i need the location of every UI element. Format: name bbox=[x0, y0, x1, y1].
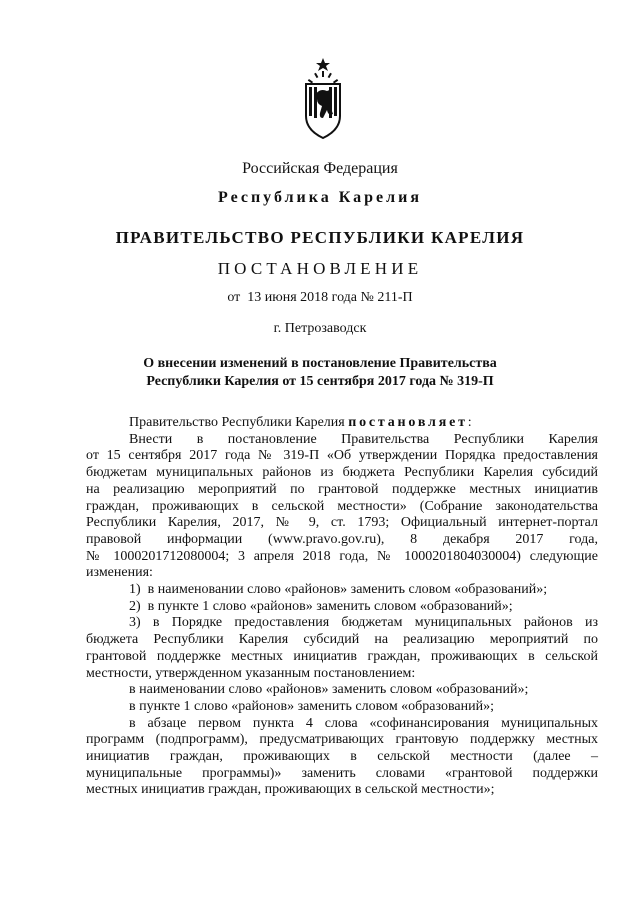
list-item-3-line: грантовой поддержке местных инициатив граждан, проживающих в сельской bbox=[86, 648, 598, 664]
document-date: от 13 июня 2018 года № 211-П bbox=[227, 290, 413, 305]
sub-item-2: в пункте 1 слово «районов» заменить словом «образований»; bbox=[129, 698, 494, 714]
karelia-coat-of-arms-icon bbox=[303, 58, 343, 140]
intro-paragraph bbox=[86, 415, 598, 432]
para1-line: на реализацию мероприятий по грантовой поддержке местных инициатив bbox=[86, 481, 598, 497]
para1-line: бюджетам муниципальных районов из бюджета Республики Карелия субсидий bbox=[86, 465, 598, 481]
sub-item-3-line: программ (подпрограмм), предусматривающих грантовую поддержку местных bbox=[86, 732, 598, 748]
intro-colon: : bbox=[467, 415, 472, 430]
country-name: Российская Федерация bbox=[242, 160, 398, 177]
government-heading: ПРАВИТЕЛЬСТВО РЕСПУБЛИКИ КАРЕЛИЯ bbox=[115, 228, 525, 247]
para1-line: правовой информации (www.pravo.gov.ru), 8 декабря 2017 года, bbox=[86, 531, 598, 547]
document-body bbox=[86, 415, 598, 799]
document-city: г. Петрозаводск bbox=[273, 321, 367, 336]
para1-line: от 15 сентября 2017 года № 319-П «Об утверждении Порядка предоставления bbox=[86, 448, 598, 464]
sub-item-3-line: местных инициатив граждан, проживающих в сельской местности»; bbox=[86, 782, 495, 798]
para1-line: № 1000201712080004; 3 апреля 2018 года, № 1000201804030004) следующие bbox=[86, 548, 598, 564]
list-item-1: 1) в наименовании слово «районов» заменить словом «образований»; bbox=[129, 582, 548, 598]
list-item-3-line: бюджета Республики Карелия субсидий на реализацию мероприятий по bbox=[86, 632, 598, 648]
document-title-line1: О внесении изменений в постановление Правительства bbox=[143, 356, 497, 371]
para1-line: Республики Карелия, 2017, № 9, ст. 1793; Официальный интернет-портал bbox=[86, 515, 598, 531]
sub-item-3-line: инициатив граждан, проживающих в сельской местности (далее – bbox=[86, 749, 598, 765]
document-title-line2: Республики Карелия от 15 сентября 2017 года № 319-П bbox=[146, 374, 494, 389]
sub-item-3-line: муниципальные программы)» заменить словами «грантовой поддержки bbox=[86, 765, 598, 781]
list-item-2: 2) в пункте 1 слово «районов» заменить словом «образований»; bbox=[129, 598, 513, 614]
republic-name: Республика Карелия bbox=[218, 189, 422, 206]
para1-line: Внести в постановление Правительства Республики Карелия bbox=[129, 431, 598, 447]
sub-item-1: в наименовании слово «районов» заменить словом «образований»; bbox=[129, 682, 529, 698]
para1-line: изменения: bbox=[86, 565, 153, 581]
para1-line: граждан, проживающих в сельской местности» (Собрание законодательства bbox=[86, 498, 598, 514]
list-item-3-line: местности, утвержденном указанным постановлением: bbox=[86, 665, 416, 681]
intro-keyword: постановляет bbox=[348, 415, 468, 430]
document-type: ПОСТАНОВЛЕНИЕ bbox=[217, 259, 423, 278]
list-item-3-line: 3) в Порядке предоставления бюджетам муниципальных районов из bbox=[129, 615, 598, 631]
intro-text: Правительство Республики Карелия bbox=[129, 415, 349, 430]
sub-item-3-line: в абзаце первом пункта 4 слова «софинансирования муниципальных bbox=[129, 715, 598, 731]
